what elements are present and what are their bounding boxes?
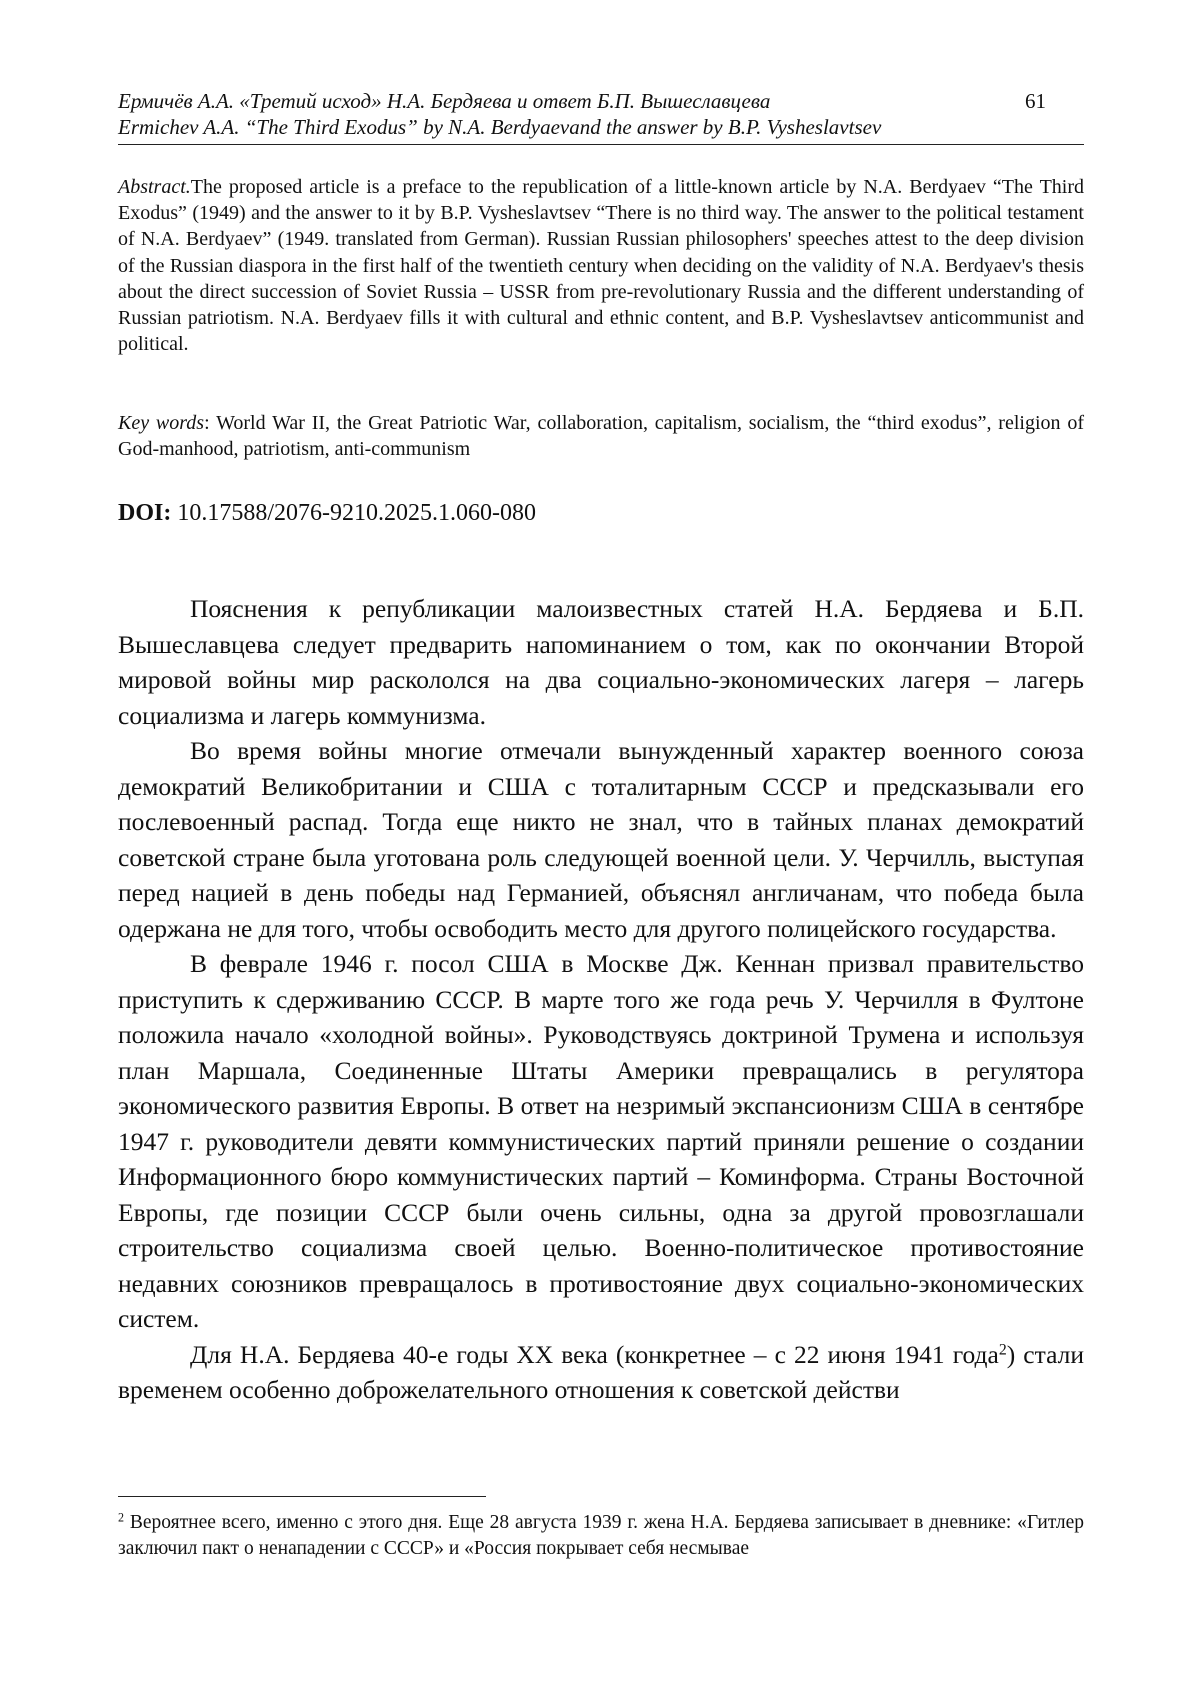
abstract-label: Abstract. [118, 176, 191, 198]
footnote [118, 1510, 1084, 1562]
footnote-marker: 2 [118, 1510, 125, 1525]
keywords-text: : World War II, the Great Patriotic War, collaboration, capitalism, socialism, the “third exodus”, religion of God-manhood, patriotism, anti-communism [118, 412, 1084, 461]
running-header [118, 88, 1084, 145]
paragraph-4-end: ) стали временем особенно доброжелательного отношения к советской действи [118, 1339, 1084, 1404]
paragraph-2: Во время войны многие отмечали вынужденный характер военного союза демократий Великобритании и США с тоталитарным СССР и предсказывали его послевоенный распад. Тогда еще никто не знал, что в тайных планах демократий советской стране была уготована роль следующей военной цели. У. Черчилль, выступая перед нацией в день победы над Германией, объяснял англичанам, что победа была одержана не для того, чтобы освободить место для другого полицейского государства. [118, 736, 1084, 943]
page-number: 61 [1025, 89, 1046, 113]
footnote-reference: 2 [998, 1340, 1007, 1358]
paragraph-1: Пояснения к републикации малоизвестных статей Н.А. Бердяева и Б.П. Вышеславцева следует предварить напоминанием о том, как по окончании Второй мировой войны мир раскололся на два социально-экономических лагеря – лагерь социализма и лагерь коммунизма. [118, 594, 1084, 730]
header-title-en: Ermichev A.A. “The Third Exodus” by N.A. Berdyaevand the answer by B.P. Vysheslavtsev [118, 115, 882, 139]
paragraph-3: В феврале 1946 г. посол США в Москве Дж. Кеннан призвал правительство приступить к сдерживанию СССР. В марте того же года речь У. Черчилля в Фултоне положила начало «холодной войны». Руководствуясь доктриной Трумена и используя план Маршала, Соединенные Штаты Америки превращались в регулятора экономического развития Европы. В ответ на незримый экспансионизм США в сентябре 1947 г. руководители девяти коммунистических партий приняли решение о создании Информационного бюро коммунистических партий – Коминформа. Страны Восточной Европы, где позиции СССР были очень сильны, одна за другой провозглашали строительство социализма своей целью. Военно-политическое противостояние недавних союзников превращалось в противостояние двух социально-экономических систем. [118, 949, 1084, 1333]
header-title-ru: Ермичёв А.А. «Третий исход» Н.А. Бердяева и ответ Б.П. Вышеславцева [118, 89, 771, 113]
keywords [118, 410, 1084, 462]
footnote-divider [118, 1496, 486, 1497]
doi-label: DOI: [118, 500, 172, 526]
paragraph-4 [118, 1337, 1084, 1408]
abstract [118, 174, 1084, 357]
paragraph-4-start: Для Н.А. Бердяева 40-е годы XX века (конкретнее – с 22 июня 1941 года [190, 1339, 999, 1369]
abstract-text: The proposed article is a preface to the republication of a little-known article by N.A. Berdyaev “The Third Exodus” (1949) and the answer to it by B.P. Vysheslavtsev “There is no third way. The answer to the political testament of N.A. Berdyaev” (1949. translated from German). Russian Russian philosophers' speeches attest to the deep division of the Russian diaspora in the first half of the twentieth century when deciding on the validity of N.A. Berdyaev's thesis about the direct succession of Soviet Russia – USSR from pre-revolutionary Russia and the different understanding of Russian patriotism. N.A. Berdyaev fills it with cultural and ethnic content, and B.P. Vysheslavtsev anticommunist and political. [118, 176, 1084, 356]
doi-value: 10.17588/2076-9210.2025.1.060-080 [171, 500, 536, 526]
footnote-text: Вероятнее всего, именно с этого дня. Еще 28 августа 1939 г. жена Н.А. Бердяева записывает в дневнике: «Гитлер заключил пакт о ненападении с СССР» и «Россия покрывает себя несмывае [118, 1512, 1084, 1559]
doi [118, 498, 536, 528]
article-body [118, 591, 1084, 1408]
keywords-label: Key words [118, 412, 205, 434]
